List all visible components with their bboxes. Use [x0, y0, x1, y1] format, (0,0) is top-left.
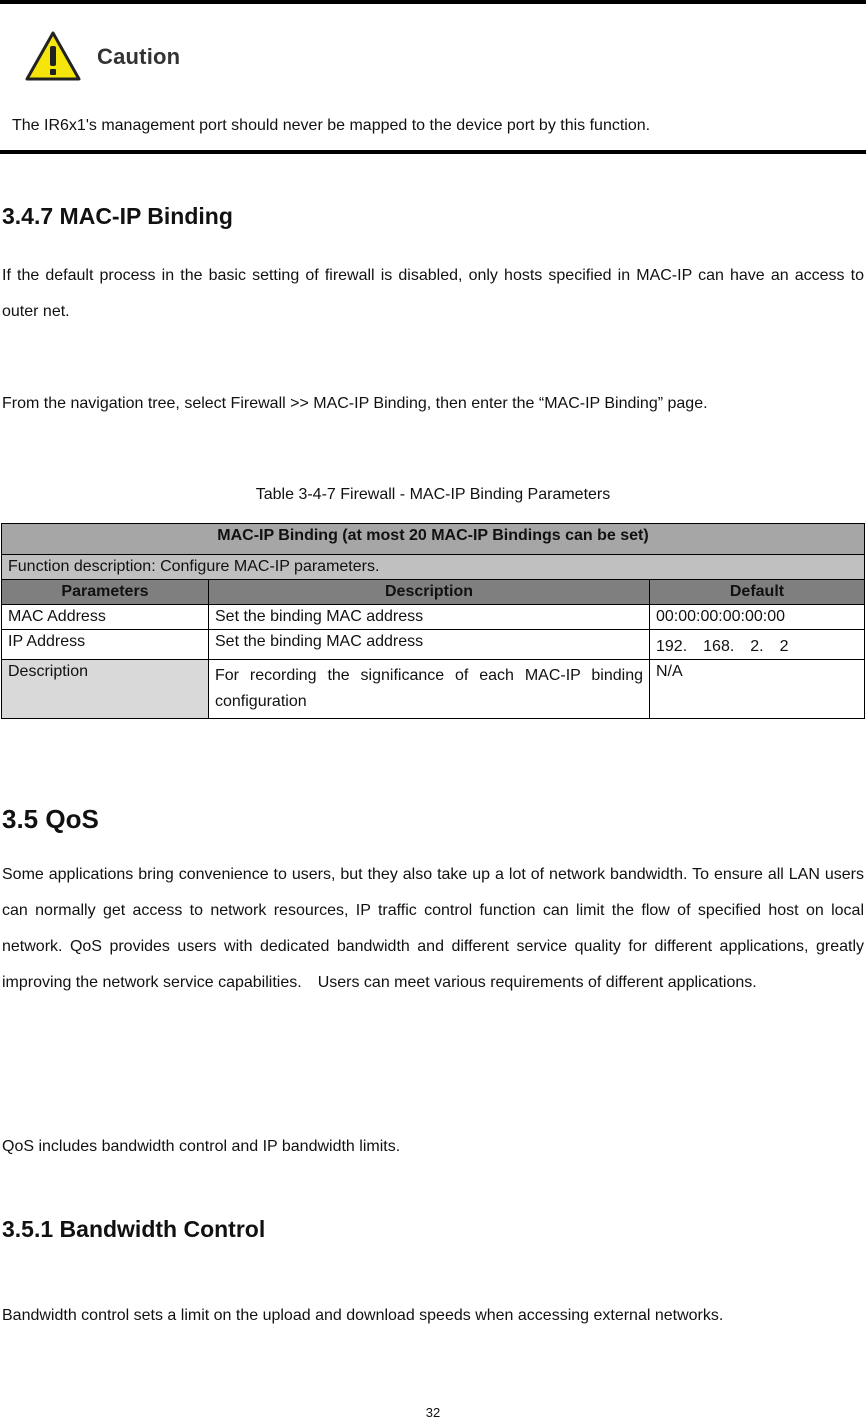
mac-ip-paragraph-1: If the default process in the basic setting of firewall is disabled, only hosts specified in MAC-IP can have an access to outer net. — [2, 267, 864, 320]
bandwidth-paragraph-1: Bandwidth control sets a limit on the upload and download speeds when accessing external networks. — [2, 1307, 724, 1324]
section-heading-mac-ip-binding: 3.4.7 MAC-IP Binding — [2, 203, 233, 229]
param-name: IP Address — [2, 630, 209, 660]
param-name: Description — [2, 660, 209, 719]
param-default: 192. 168. 2. 2 — [650, 630, 865, 660]
param-default: 00:00:00:00:00:00 — [650, 605, 865, 630]
table-title: MAC-IP Binding (at most 20 MAC-IP Bindings can be set) — [2, 524, 865, 555]
caution-top-rule — [0, 0, 866, 4]
mac-ip-parameters-table — [1, 523, 865, 719]
caution-text: The IR6x1's management port should never be mapped to the device port by this function. — [12, 117, 651, 134]
page-number: 32 — [425, 1405, 441, 1420]
param-description: Set the binding MAC address — [209, 605, 650, 630]
qos-paragraph-2: QoS includes bandwidth control and IP bandwidth limits. — [2, 1138, 401, 1155]
param-description: For recording the significance of each MAC-IP binding configuration — [209, 660, 650, 719]
qos-paragraph-1: Some applications bring convenience to users, but they also take up a lot of network bandwidth. To ensure all LAN users can normally get access to network resources, IP traffic control function can limit the flow of specified host on local network. QoS provides users with dedicated bandwidth and different service quality for different applications, greatly improving the network service capabilities. Users can meet various requirements of different applications. — [2, 866, 864, 991]
table-caption: Table 3-4-7 Firewall - MAC-IP Binding Parameters — [255, 486, 611, 503]
column-header-description: Description — [209, 580, 650, 605]
mac-ip-paragraph-2: From the navigation tree, select Firewall >> MAC-IP Binding, then enter the “MAC-IP Binding” page. — [2, 395, 708, 412]
param-description: Set the binding MAC address — [209, 630, 650, 660]
caution-bottom-rule — [0, 150, 866, 154]
table-function-description: Function description: Configure MAC-IP parameters. — [2, 555, 865, 580]
section-heading-qos: 3.5 QoS — [2, 804, 99, 834]
caution-title: Caution — [97, 44, 181, 69]
table-row — [2, 660, 865, 719]
warning-triangle-icon — [24, 30, 82, 82]
table-row — [2, 630, 865, 660]
table-row — [2, 605, 865, 630]
section-heading-bandwidth-control: 3.5.1 Bandwidth Control — [2, 1216, 266, 1242]
param-default: N/A — [650, 660, 865, 719]
column-header-default: Default — [650, 580, 865, 605]
param-name: MAC Address — [2, 605, 209, 630]
column-header-parameters: Parameters — [2, 580, 209, 605]
